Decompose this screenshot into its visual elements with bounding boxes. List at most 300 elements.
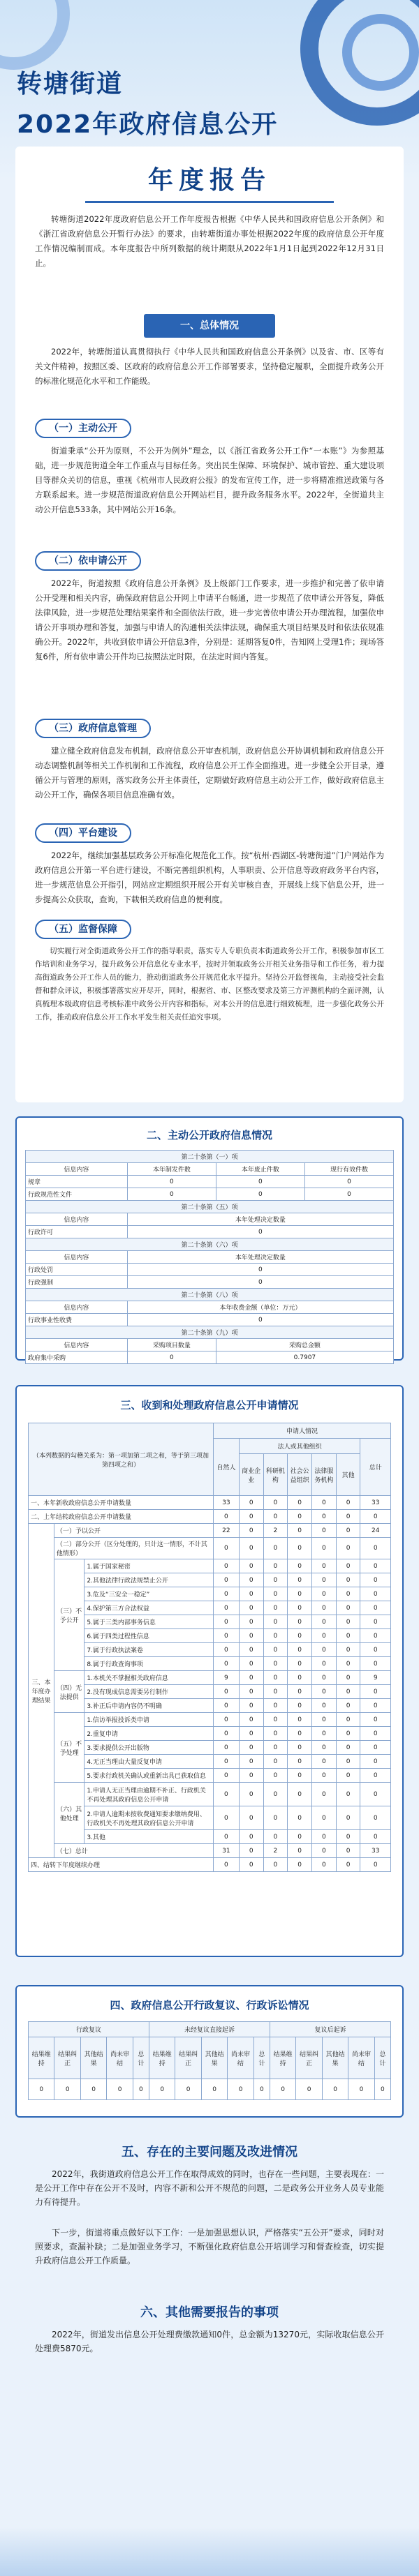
table-cell: 0 — [288, 1559, 312, 1573]
table-cell: 0 — [263, 1830, 288, 1844]
table-cell: 0 — [312, 1643, 337, 1657]
row-label: 7.属于行政执法案卷 — [84, 1643, 214, 1657]
table-cell: 0 — [213, 1830, 239, 1844]
table-cell: 0 — [336, 1601, 360, 1615]
table-cell: 0 — [312, 1573, 337, 1587]
subsection-heading: （三）政府信息管理 — [35, 719, 151, 738]
table-cell: 0 — [288, 1741, 312, 1755]
table-cell: 0 — [107, 2079, 133, 2100]
group-label: （五）不予处理 — [54, 1713, 84, 1783]
table-cell: 0 — [263, 1741, 288, 1755]
table-cell: 0 — [312, 1685, 337, 1699]
table-cell: 0 — [239, 1510, 263, 1524]
col-header: 本年废止件数 — [216, 1163, 304, 1176]
table-row: 行政强制 0 — [26, 1276, 394, 1289]
table-3-card — [15, 1385, 404, 1957]
table-cell: 0 — [288, 1727, 312, 1741]
table-cell: 0 — [312, 1699, 337, 1713]
table-cell: 0 — [263, 1538, 288, 1559]
col-header: 尚未审结 — [107, 2037, 133, 2079]
table-cell: 0 — [312, 1671, 337, 1685]
table-cell: 0 — [336, 1755, 360, 1769]
table-cell: 0 — [213, 1559, 239, 1573]
table-cell: 0 — [213, 1858, 239, 1872]
table-cell: 33 — [360, 1496, 391, 1510]
table-cell: 0 — [288, 1496, 312, 1510]
table-cell: 0 — [288, 1699, 312, 1713]
row-label: 3.危及“三安全一稳定” — [84, 1587, 214, 1601]
subsection-heading: （二）依申请公开 — [35, 551, 141, 571]
table-cell: 0 — [263, 1699, 288, 1713]
col-header: 社会公益组织 — [288, 1454, 312, 1496]
table-cell: 0 — [360, 1657, 391, 1671]
table-cell: 0 — [336, 1629, 360, 1643]
col-header: 现行有效件数 — [304, 1163, 393, 1176]
table-cell: 0 — [263, 1713, 288, 1727]
table-cell: 2 — [263, 1844, 288, 1858]
col-header: 科研机构 — [263, 1454, 288, 1496]
table-cell: 0 — [288, 1601, 312, 1615]
col-header: 总计 — [360, 1439, 391, 1496]
table-cell: 0 — [288, 1783, 312, 1806]
subsection-body: 切实履行对全街道政务公开工作的指导职责，落实专人专职负责本街道政务公开工作，积极参加市区工作培训和业务学习，提升政务公开信息化专业水平，按时并领取政务公开相关业务指导和工作任务，着力提高街道政务公开工作人员的能力，推动街道政务公开规范化水平提升。坚持公开监督视角，主动接受社会监督和群众评议，积极部署落实应开尽开，同时，根据省、市、区整改要求及第三方评测机构的全面评测，认真梳理本级政府信息考核标准中政务公开内容和指标，对本公开的信息进行细致梳理，进一步强化政务公开工作，推动政府信息公开工作水平发生相关责任追究事项。 — [35, 947, 384, 1021]
table-cell: 0 — [336, 1769, 360, 1783]
row-label: （二）部分公开（区分处理的，只计这一情形，不计其他情形） — [54, 1538, 213, 1559]
col-header: 本年处理决定数量 — [127, 1213, 393, 1226]
col-header: 本年收费金额（单位：万元） — [127, 1301, 393, 1314]
table-cell: 0 — [288, 1524, 312, 1538]
table-cell: 0 — [239, 1727, 263, 1741]
table-cell: 0 — [360, 1783, 391, 1806]
table-row — [29, 1858, 391, 1872]
table-cell: 0 — [239, 1524, 263, 1538]
table-cell: 0 — [312, 1727, 337, 1741]
col-header: 结果纠正 — [54, 2037, 80, 2079]
col-header: 尚未审结 — [348, 2037, 374, 2079]
table-cell: 0 — [288, 1657, 312, 1671]
table-cell: 0 — [213, 1783, 239, 1806]
table-cell: 24 — [360, 1524, 391, 1538]
col-header: 总计 — [374, 2037, 390, 2079]
table-cell: 0 — [336, 1858, 360, 1872]
table-cell: 0 — [312, 1783, 337, 1806]
col-header: 其他 — [336, 1454, 360, 1496]
table-row: 行政处罚 0 — [26, 1264, 394, 1276]
table-cell: 0 — [228, 2079, 253, 2100]
table-cell: 0 — [213, 1643, 239, 1657]
table-cell: 0 — [336, 1587, 360, 1601]
col-header: 申请人情况 — [213, 1423, 390, 1439]
table-cell: 0 — [336, 1783, 360, 1806]
table-cell: 0 — [239, 1538, 263, 1559]
table-cell: 0 — [213, 1685, 239, 1699]
table-cell: 0 — [239, 1699, 263, 1713]
table-4-title: 四、政府信息公开行政复议、行政诉讼情况 — [110, 1999, 309, 2012]
table-cell: 0 — [263, 1587, 288, 1601]
table-cell: 0 — [239, 1657, 263, 1671]
col-header: 信息内容 — [26, 1163, 128, 1176]
table-cell: 0 — [288, 1587, 312, 1601]
table-cell: 0 — [239, 1685, 263, 1699]
table-cell: 0 — [312, 1806, 337, 1830]
row-label: 一、本年新收政府信息公开申请数量 — [29, 1496, 214, 1510]
col-header: 信息内容 — [26, 1213, 128, 1226]
table-cell: 0 — [253, 2079, 270, 2100]
table-cell: 0 — [336, 1643, 360, 1657]
table-cell: 2 — [263, 1524, 288, 1538]
section-6-heading: 六、其他需要报告的事项 — [140, 2305, 279, 2320]
col-header: 信息内容 — [26, 1251, 128, 1264]
table-row: 行政规范性文件 0 0 0 — [26, 1188, 394, 1201]
table-cell: 0 — [288, 1538, 312, 1559]
table-cell: 0 — [263, 1615, 288, 1629]
table-cell: 0 — [263, 1769, 288, 1783]
group-header: 第二十条第（六）项 — [26, 1238, 394, 1251]
table-row — [29, 1496, 391, 1510]
row-label: 5.属于三类内部事务信息 — [84, 1615, 214, 1629]
table-cell: 0 — [288, 1830, 312, 1844]
table-cell: 33 — [213, 1496, 239, 1510]
table-cell: 0 — [263, 1629, 288, 1643]
divider — [85, 201, 334, 203]
table-cell: 0 — [312, 1657, 337, 1671]
table-cell: 0 — [312, 1587, 337, 1601]
row-label: 2.没有现成信息需要另行制作 — [84, 1685, 214, 1699]
table-cell: 0 — [312, 1830, 337, 1844]
table-cell: 0 — [288, 1755, 312, 1769]
row-label: （一）予以公开 — [54, 1524, 213, 1538]
row-label: 2.申请人逾期未按收费通知要求缴纳费用、行政机关不再处理其政府信息公开申请 — [84, 1806, 214, 1830]
table-cell: 0 — [288, 1615, 312, 1629]
table-cell: 0 — [263, 1559, 288, 1573]
table-cell: 0 — [312, 1769, 337, 1783]
table-cell: 0 — [360, 1685, 391, 1699]
table-cell: 0 — [360, 1699, 391, 1713]
table-cell: 0 — [336, 1713, 360, 1727]
col-header: 信息内容 — [26, 1339, 128, 1351]
col-header: 总计 — [133, 2037, 149, 2079]
table-cell: 0 — [360, 1559, 391, 1573]
table-cell: 0 — [336, 1685, 360, 1699]
col-header: 总计 — [253, 2037, 270, 2079]
table-cell: 0 — [360, 1629, 391, 1643]
row-label: 1.申请人无正当理由逾期不补正、行政机关不再处理其政府信息公开申请 — [84, 1783, 214, 1806]
table-cell: 0 — [360, 1538, 391, 1559]
table-cell: 0 — [360, 1587, 391, 1601]
table-row — [29, 1783, 391, 1806]
group-header: 第二十条第（九）项 — [26, 1326, 394, 1339]
table-cell: 0 — [263, 1573, 288, 1587]
table-cell: 0 — [239, 1783, 263, 1806]
subsection-body: 2022年，继续加强基层政务公开标准化规范化工作。按“杭州·西湖区-转塘街道”门户网站作为政府信息公开第一平台进行建设，不断完善组织机构，人事职责、公开信息等政府政务平台内容，进一步规范信息公开指引，网站应定期组织开展公开有关审核自查，开展线上线下信息公开，进一步提高公众获取，查询，下载相关政府信息的便利度。 — [35, 851, 384, 904]
group-label: （三）不予公开 — [54, 1559, 84, 1671]
table-cell: 0 — [213, 1601, 239, 1615]
table-cell: 0 — [239, 1671, 263, 1685]
table-cell: 0 — [213, 1741, 239, 1755]
table-cell: 0 — [312, 1510, 337, 1524]
table-cell: 0 — [288, 1685, 312, 1699]
row-label: 二、上年结转政府信息公开申请数量 — [29, 1510, 214, 1524]
col-header: 结果维持 — [149, 2037, 175, 2079]
table-cell: 0 — [288, 1769, 312, 1783]
table-cell: 0 — [288, 1671, 312, 1685]
table-cell: 0 — [175, 2079, 201, 2100]
table-2-card — [15, 1116, 404, 1361]
col-header: 其他结果 — [80, 2037, 106, 2079]
table-row — [29, 1713, 391, 1727]
table-cell: 0 — [336, 1830, 360, 1844]
table-2 — [25, 1150, 394, 1364]
table-cell: 0 — [263, 1671, 288, 1685]
table-cell: 0 — [312, 1538, 337, 1559]
page-title: 转塘街道 — [17, 70, 124, 98]
table-cell: 0 — [213, 1699, 239, 1713]
table-cell: 0 — [312, 1844, 337, 1858]
table-cell: 0 — [263, 1643, 288, 1657]
table-cell: 0 — [239, 1741, 263, 1755]
table-cell: 0 — [360, 1769, 391, 1783]
table-cell: 0 — [263, 1510, 288, 1524]
table-cell: 0 — [336, 1727, 360, 1741]
row-label: 四、结转下年度继续办理 — [29, 1858, 214, 1872]
table-2-title: 二、主动公开政府信息情况 — [146, 1129, 272, 1141]
table-cell: 0 — [213, 1629, 239, 1643]
table-cell: 0 — [239, 1858, 263, 1872]
table-cell: 0 — [336, 1671, 360, 1685]
table-cell: 0 — [213, 1587, 239, 1601]
col-header: 结果维持 — [29, 2037, 54, 2079]
table-cell: 0 — [288, 1573, 312, 1587]
report-heading: 年度报告 — [147, 166, 271, 195]
table-cell: 0 — [239, 1844, 263, 1858]
group-label: （四）无法提供 — [54, 1671, 84, 1713]
table-cell: 0 — [263, 1727, 288, 1741]
table-cell: 0 — [288, 1713, 312, 1727]
subsection-body: 2022年，街道按照《政府信息公开条例》及上级部门工作要求，进一步推护和完善了依申请公开受理和相关内容，确保政府信息公开网上申请平台畅通，进一步规范了依申请公开答复，降低法律风险，进一步规范处理结果案件和全面依法行政，进一步完善依申请公开办理流程，加强依申请公开事项办理和答复，加强与申请人的沟通相关法律法规，确保重大项目结果及时和依法依规准确公开。2022年，共收到依申请公开信息3件，分别是：延期答复0件，告知网上受理1件；现场答复6件，所有依申请公开件均已按照法定时限，在法定时间内答复。 — [35, 578, 384, 661]
table-cell: 0 — [312, 1496, 337, 1510]
table-cell: 0 — [149, 2079, 175, 2100]
table-cell: 0 — [239, 1643, 263, 1657]
table-cell: 0 — [239, 1806, 263, 1830]
table-cell: 0 — [336, 1573, 360, 1587]
table-cell: 0 — [360, 1727, 391, 1741]
subsection-body: 建立健全政府信息发布机制，政府信息公开审查机制，政府信息公开协调机制和政府信息公开动态调整机制等相关工作机制和工作流程，政府信息公开工作全面推进。进一步健全公开目录，遵循公开与管理的原则，落实政务公开主体责任，定期做好政府信息主动公开工作，做好政府信息主动公开工作，确保各项目信息准确有效。 — [35, 746, 384, 800]
col-header: 法人或其他组织 — [239, 1439, 360, 1454]
table-cell: 0 — [360, 1713, 391, 1727]
table-cell: 0 — [312, 1741, 337, 1755]
col-header: 其他结果 — [322, 2037, 348, 2079]
table-cell: 0 — [336, 1699, 360, 1713]
table-cell: 0 — [360, 1741, 391, 1755]
table-cell: 0 — [213, 1538, 239, 1559]
row-label: 2.重复申请 — [84, 1727, 214, 1741]
decor-circle — [0, 0, 70, 70]
table-cell: 0 — [263, 1783, 288, 1806]
table-cell: 0 — [348, 2079, 374, 2100]
table-row — [29, 1844, 391, 1858]
table-cell: 0 — [360, 1510, 391, 1524]
col-header: 行政复议 — [29, 2022, 149, 2037]
row-label: 4.无正当理由大量反复申请 — [84, 1755, 214, 1769]
section-1-body: 2022年，转塘街道认真贯彻执行《中华人民共和国政府信息公开条例》以及省、市、区等有关文件精神，按照区委、区政府的政府信息公开工作部署要求，坚持稳定履职，全面提升政务公开的标准化规范化水平和工作能级。 — [35, 347, 384, 386]
table-cell: 0 — [336, 1496, 360, 1510]
table-cell: 0 — [312, 1713, 337, 1727]
section-5-paragraph: 2022年，我街道政府信息公开工作在取得成效的同时，也存在一些问题，主要表现在：一是公开工作中存在公开不及时，内容不新和公开不规范的问题，二是政务公开业务人员专业能力有待提升。 — [35, 2169, 384, 2207]
table-row — [29, 1559, 391, 1573]
table-4-card — [15, 1985, 404, 2118]
row-label: 3.要求提供公开出版物 — [84, 1741, 214, 1755]
table-cell: 0 — [239, 1587, 263, 1601]
row-label: （七）总计 — [54, 1844, 213, 1858]
table-cell: 0 — [239, 1559, 263, 1573]
table-cell: 0 — [201, 2079, 227, 2100]
table-cell: 0 — [312, 1559, 337, 1573]
table-cell: 0 — [288, 1806, 312, 1830]
table-cell: 0 — [239, 1830, 263, 1844]
group-label: （六）其他处理 — [54, 1783, 84, 1844]
table-cell: 0 — [336, 1538, 360, 1559]
row-label: 1.属于国家秘密 — [84, 1559, 214, 1573]
table-cell: 0 — [239, 1573, 263, 1587]
col-header: 复议后起诉 — [270, 2022, 390, 2037]
group-header: 第二十条第（一）项 — [26, 1151, 394, 1163]
row-label: 1.本机关不掌握相关政府信息 — [84, 1671, 214, 1685]
subsection-heading: （四）平台建设 — [35, 823, 131, 843]
table-cell: 22 — [213, 1524, 239, 1538]
table-row — [29, 1671, 391, 1685]
table-cell: 0 — [263, 1806, 288, 1830]
row-label: 5.要求行政机关确认或重新出具已获取信息 — [84, 1769, 214, 1783]
table-cell: 0 — [312, 1858, 337, 1872]
table-cell: 0 — [263, 1657, 288, 1671]
table-3 — [28, 1423, 391, 1872]
col-header: 结果维持 — [270, 2037, 295, 2079]
row-label: 2.其他法律行政法规禁止公开 — [84, 1573, 214, 1587]
group-header: 第二十条第（五）项 — [26, 1201, 394, 1213]
col-header: 采购项目数量 — [127, 1339, 216, 1351]
table-row: 政府集中采购 0 0.7907 — [26, 1351, 394, 1364]
table-cell: 0 — [133, 2079, 149, 2100]
table-cell: 9 — [213, 1671, 239, 1685]
table-cell: 0 — [263, 1601, 288, 1615]
table-cell: 0 — [360, 1755, 391, 1769]
table-cell: 0 — [336, 1741, 360, 1755]
table-cell: 0 — [360, 1830, 391, 1844]
page-subtitle: 2022年政府信息公开 — [17, 110, 279, 139]
footer-decor — [0, 2527, 419, 2576]
table-cell: 0 — [263, 1496, 288, 1510]
table-cell: 0 — [312, 1615, 337, 1629]
col-header: 本年制发件数 — [127, 1163, 216, 1176]
table-cell: 0 — [322, 2079, 348, 2100]
table-cell: 0 — [213, 1727, 239, 1741]
table-cell: 0 — [54, 2079, 80, 2100]
table-cell: 0 — [312, 1601, 337, 1615]
table-cell: 0 — [213, 1510, 239, 1524]
table-cell: 0 — [296, 2079, 322, 2100]
section-5-paragraph: 下一步，街道将重点做好以下工作：一是加强思想认识，严格落实“五公开”要求，同时对照要求，查漏补缺；二是加强业务学习，不断强化政府信息公开培训学习和督查检查，切实提升政府信息公开工作质量。 — [35, 2228, 384, 2266]
col-header: 未经复议直接起诉 — [149, 2022, 270, 2037]
table-cell: 0 — [360, 1643, 391, 1657]
row-label: 1.信访举报投诉类申请 — [84, 1713, 214, 1727]
table-cell: 0 — [239, 1615, 263, 1629]
table-cell: 0 — [288, 1510, 312, 1524]
table-cell: 0 — [213, 1615, 239, 1629]
table-cell: 0 — [239, 1496, 263, 1510]
table-cell: 0 — [213, 1806, 239, 1830]
section-5-heading: 五、存在的主要问题及改进情况 — [122, 2145, 297, 2159]
table-cell: 0 — [288, 1858, 312, 1872]
table-cell: 0 — [288, 1643, 312, 1657]
section-6-paragraph: 2022年，街道发出信息公开处理费缴款通知0件，总金额为13270元，实际收取信息公开处理费5870元。 — [35, 2330, 384, 2353]
table-cell: 0 — [360, 1573, 391, 1587]
table-cell: 0 — [270, 2079, 295, 2100]
group-header: 第二十条第（八）项 — [26, 1289, 394, 1301]
table-row: 行政事业性收费 0 — [26, 1314, 394, 1326]
table-cell: 0 — [80, 2079, 106, 2100]
table-row — [29, 1524, 391, 1538]
col-header: 法律服务机构 — [312, 1454, 337, 1496]
subsection-body: 街道秉承“公开为原则，不公开为例外”理念，以《浙江省政务公开工作“一本账”》为参照基础，进一步规范街道全年工作重点与目标任务。突出民生保障、环境保护、城市管控、重大建设项目等群众关切的信息，重视《杭州市人民政府公报》的发布宣传工作，进一步将精准推送政策与各方联系起来。进一步规范街道政府信息公开网站栏目，提升政务服务水平。2022年，全街道共主动公开信息533条，其中网站公开16条。 — [35, 446, 384, 514]
decor-circle — [342, 14, 419, 91]
table-cell: 0 — [360, 1615, 391, 1629]
table-cell: 0 — [239, 1629, 263, 1643]
table-cell: 33 — [360, 1844, 391, 1858]
col-header: 采购总金额 — [216, 1339, 393, 1351]
table-cell: 0 — [336, 1844, 360, 1858]
table-cell: 0 — [263, 1858, 288, 1872]
table-row — [29, 1510, 391, 1524]
table-cell: 0 — [213, 1657, 239, 1671]
col-header: 尚未审结 — [228, 2037, 253, 2079]
table-cell: 0 — [213, 1769, 239, 1783]
col-header: 本年处理决定数量 — [127, 1251, 393, 1264]
table-cell: 0 — [213, 1713, 239, 1727]
table-3-title: 三、收到和处理政府信息公开申请情况 — [120, 1399, 299, 1411]
table-row: 规章 0 0 0 — [26, 1176, 394, 1188]
table-cell: 0 — [239, 1601, 263, 1615]
intro-paragraph: 转塘街道2022年度政府信息公开工作年度报告根据《中华人民共和国政府信息公开条例》和《浙江省政府信息公开暂行办法》的要求，由转塘街道办事处根据2022年度的政府信息公开年度工作情况编制而成。本年度报告中所列数据的统计期限从2022年1月1日起到2022年12月31日止。 — [35, 214, 384, 268]
row-label: 6.属于四类过程性信息 — [84, 1629, 214, 1643]
table-cell: 0 — [336, 1615, 360, 1629]
table-cell: 0 — [312, 1524, 337, 1538]
table-cell: 0 — [239, 1755, 263, 1769]
col-header: 自然人 — [213, 1439, 239, 1496]
row-label: 3.其他 — [84, 1830, 214, 1844]
table-4 — [28, 2021, 391, 2100]
col-header: 其他结果 — [201, 2037, 227, 2079]
table-cell: 0 — [336, 1559, 360, 1573]
table-cell: 0 — [213, 1573, 239, 1587]
row-label: 3.补正后申请内容仍不明确 — [84, 1699, 214, 1713]
table-cell: 0 — [336, 1524, 360, 1538]
row-label: 8.属于行政查询事项 — [84, 1657, 214, 1671]
col-header: 结果纠正 — [175, 2037, 201, 2079]
col-header: 结果纠正 — [296, 2037, 322, 2079]
table-cell: 0 — [360, 1806, 391, 1830]
col-header: 信息内容 — [26, 1301, 128, 1314]
table-cell: 0 — [263, 1755, 288, 1769]
table-cell: 0 — [312, 1755, 337, 1769]
table-row: 行政许可 0 — [26, 1226, 394, 1238]
table-cell: 0 — [288, 1844, 312, 1858]
table-cell: 0 — [29, 2079, 54, 2100]
table-cell: 9 — [360, 1671, 391, 1685]
report-card — [15, 147, 404, 1102]
row-label: 4.保护第三方合法权益 — [84, 1601, 214, 1615]
table-cell: 0 — [374, 2079, 390, 2100]
table-cell: 0 — [360, 1601, 391, 1615]
